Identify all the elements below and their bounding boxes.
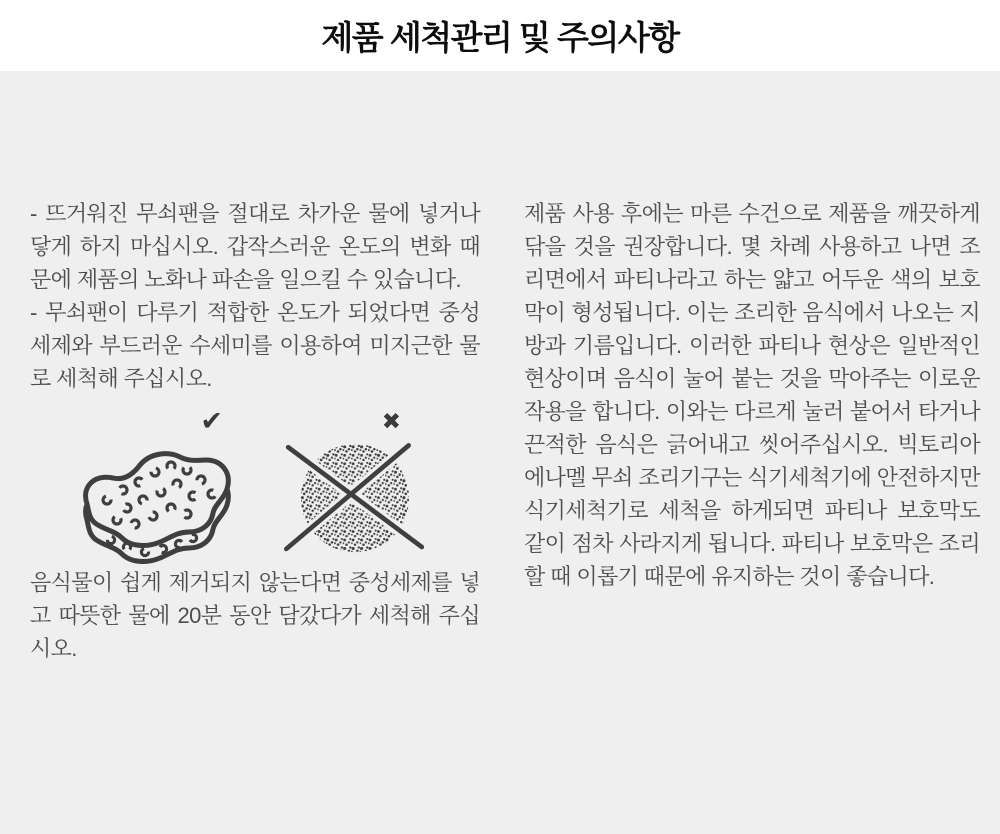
content-panel — [0, 71, 1000, 834]
paragraph-hot-pan-warning: - 뜨거워진 무쇠팬을 절대로 차가운 물에 넣거나 닿게 하지 마십시오. 갑작스러운 온도의 변화 때문에 제품의 노화나 파손을 일으킬 수 있습니다. — [30, 201, 480, 292]
left-column — [30, 197, 480, 665]
two-column-layout — [30, 197, 980, 665]
cleaning-tools-figures — [30, 406, 480, 566]
paragraph-washing-instruction: - 무쇠팬이 다루기 적합한 온도가 되었다면 중성세제와 부드러운 수세미를 이용하여 미지근한 물로 세척해 주십시오. — [30, 300, 480, 391]
check-mark-icon: ✔ — [200, 406, 223, 436]
sponge-figure — [75, 406, 235, 566]
paragraph-soak-instruction: 음식물이 쉽게 제거되지 않는다면 중성세제를 넣고 따뜻한 물에 20분 동안 담갔다가 세척해 주십시오. — [30, 570, 480, 661]
sponge-illustration-icon — [75, 436, 235, 566]
page-title: 제품 세척관리 및 주의사항 — [321, 19, 679, 56]
steel-wool-figure — [275, 409, 435, 566]
paragraph-patina-explanation: 제품 사용 후에는 마른 수건으로 제품을 깨끗하게 닦을 것을 권장합니다. 몇 차례 사용하고 나면 조리면에서 파티나라고 하는 얇고 어두운 색의 보호막이 형성됩니다. 이는 조리한 음식에서 나오는 지방과 기름입니다. 이러한 파티나 현상은 일반적인 현상이며 음식이 눌어 붙는 것을 막아주는 이로운 작용을 합니다. 이와는 다르게 눌러 붙어서 타거나 끈적한 음식은 긁어내고 씻어주십시오. 빅토리아 에나멜 무쇠 조리기구는 식기세척기에 안전하지만 식기세척기로 세척을 하게되면 파티나 보호막도 같이 점차 사라지게 됩니다. 파티나 보호막은 조리할 때 이롭기 때문에 유지하는 것이 좋습니다. — [524, 201, 980, 589]
page-header — [0, 0, 1000, 71]
right-column — [524, 197, 980, 665]
x-mark-icon: ✖ — [381, 408, 401, 434]
steel-wool-illustration-icon — [275, 436, 435, 563]
